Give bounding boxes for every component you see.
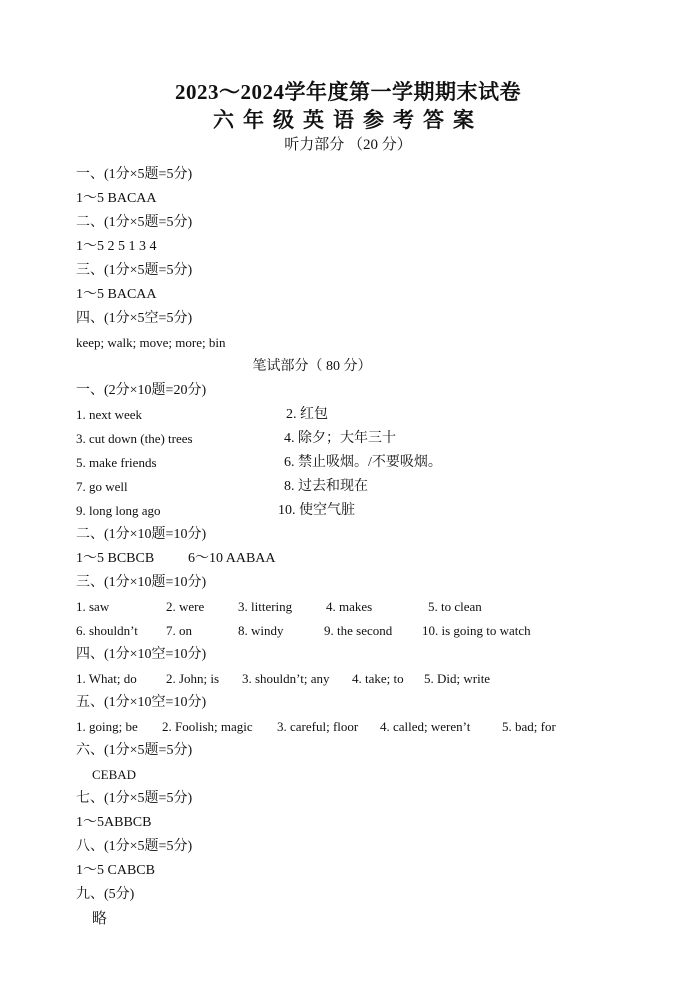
listening-section-3-heading: 三、(1分×5题=5分) — [76, 263, 193, 278]
written-s8-answers: 1～5 CABCB — [76, 863, 155, 878]
written-s4-item: 4. take; to — [352, 671, 404, 686]
document-subtitle: 六年级英语参考答案 — [213, 108, 483, 132]
written-s3-item: 4. makes — [326, 599, 373, 614]
listening-section-2-heading: 二、(1分×5题=5分) — [76, 215, 193, 230]
written-s1-item: 10. 使空气脏 — [278, 503, 355, 518]
listening-part-title: 听力部分 （20 分） — [284, 137, 412, 153]
written-s3-item: 3. littering — [238, 599, 293, 614]
written-s4-item: 5. Did; write — [424, 671, 491, 686]
written-s1-item: 1. next week — [76, 407, 143, 422]
written-s1-item: 5. make friends — [76, 455, 157, 470]
written-part-title: 笔试部分（ 80 分） — [252, 359, 372, 374]
written-s4-item: 2. John; is — [166, 671, 220, 686]
written-s5-item: 2. Foolish; magic — [162, 719, 253, 734]
written-s1-item: 3. cut down (the) trees — [76, 431, 193, 446]
written-section-4-heading: 四、(1分×10空=10分) — [76, 647, 207, 662]
written-s5-item: 1. going; be — [76, 719, 138, 734]
written-s3-item: 8. windy — [238, 623, 284, 638]
written-s4-item: 3. shouldn’t; any — [242, 671, 330, 686]
written-section-1-heading: 一、(2分×10题=20分) — [76, 383, 207, 398]
written-s3-item: 2. were — [166, 599, 205, 614]
written-s2-answers: 6～10 AABAA — [188, 551, 276, 566]
listening-section-3-answers: 1～5 BACAA — [76, 287, 157, 302]
written-section-5-heading: 五、(1分×10空=10分) — [76, 695, 207, 710]
written-s3-item: 5. to clean — [428, 599, 482, 614]
listening-section-4-heading: 四、(1分×5空=5分) — [76, 311, 193, 326]
written-s9-answer: 略 — [92, 911, 108, 927]
written-s3-item: 10. is going to watch — [422, 623, 531, 638]
written-s3-item: 9. the second — [324, 623, 393, 638]
listening-section-1-heading: 一、(1分×5题=5分) — [76, 167, 193, 182]
written-section-2-heading: 二、(1分×10题=10分) — [76, 527, 207, 542]
written-section-7-heading: 七、(1分×5题=5分) — [76, 791, 193, 806]
written-s7-answers: 1～5ABBCB — [76, 815, 152, 830]
listening-section-1-answers: 1～5 BACAA — [76, 191, 157, 206]
written-s5-item: 3. careful; floor — [277, 719, 359, 734]
listening-section-4-answers: keep; walk; move; more; bin — [76, 335, 226, 350]
written-s1-item: 4. 除夕；大年三十 — [284, 431, 396, 446]
written-s1-item: 7. go well — [76, 479, 128, 494]
written-s5-item: 5. bad; for — [502, 719, 556, 734]
written-s1-item: 9. long long ago — [76, 503, 161, 518]
written-s4-item: 1. What; do — [76, 671, 137, 686]
document-title: 2023～2024学年度第一学期期末试卷 — [175, 80, 521, 104]
written-section-3-heading: 三、(1分×10题=10分) — [76, 575, 207, 590]
written-section-9-heading: 九、(5分) — [76, 887, 135, 902]
written-s1-item: 8. 过去和现在 — [284, 479, 368, 494]
written-section-8-heading: 八、(1分×5题=5分) — [76, 839, 193, 854]
written-s1-item: 6. 禁止吸烟。/不要吸烟。 — [284, 455, 442, 470]
written-s6-answers: CEBAD — [92, 767, 137, 782]
written-s3-item: 6. shouldn’t — [76, 623, 138, 638]
written-s3-item: 1. saw — [76, 599, 110, 614]
listening-section-2-answers: 1～5 2 5 1 3 4 — [76, 239, 157, 254]
written-s3-item: 7. on — [166, 623, 192, 638]
written-s2-answers: 1～5 BCBCB — [76, 551, 155, 566]
written-s5-item: 4. called; weren’t — [380, 719, 471, 734]
written-s1-item: 2. 红包 — [286, 407, 328, 422]
written-section-6-heading: 六、(1分×5题=5分) — [76, 743, 193, 758]
